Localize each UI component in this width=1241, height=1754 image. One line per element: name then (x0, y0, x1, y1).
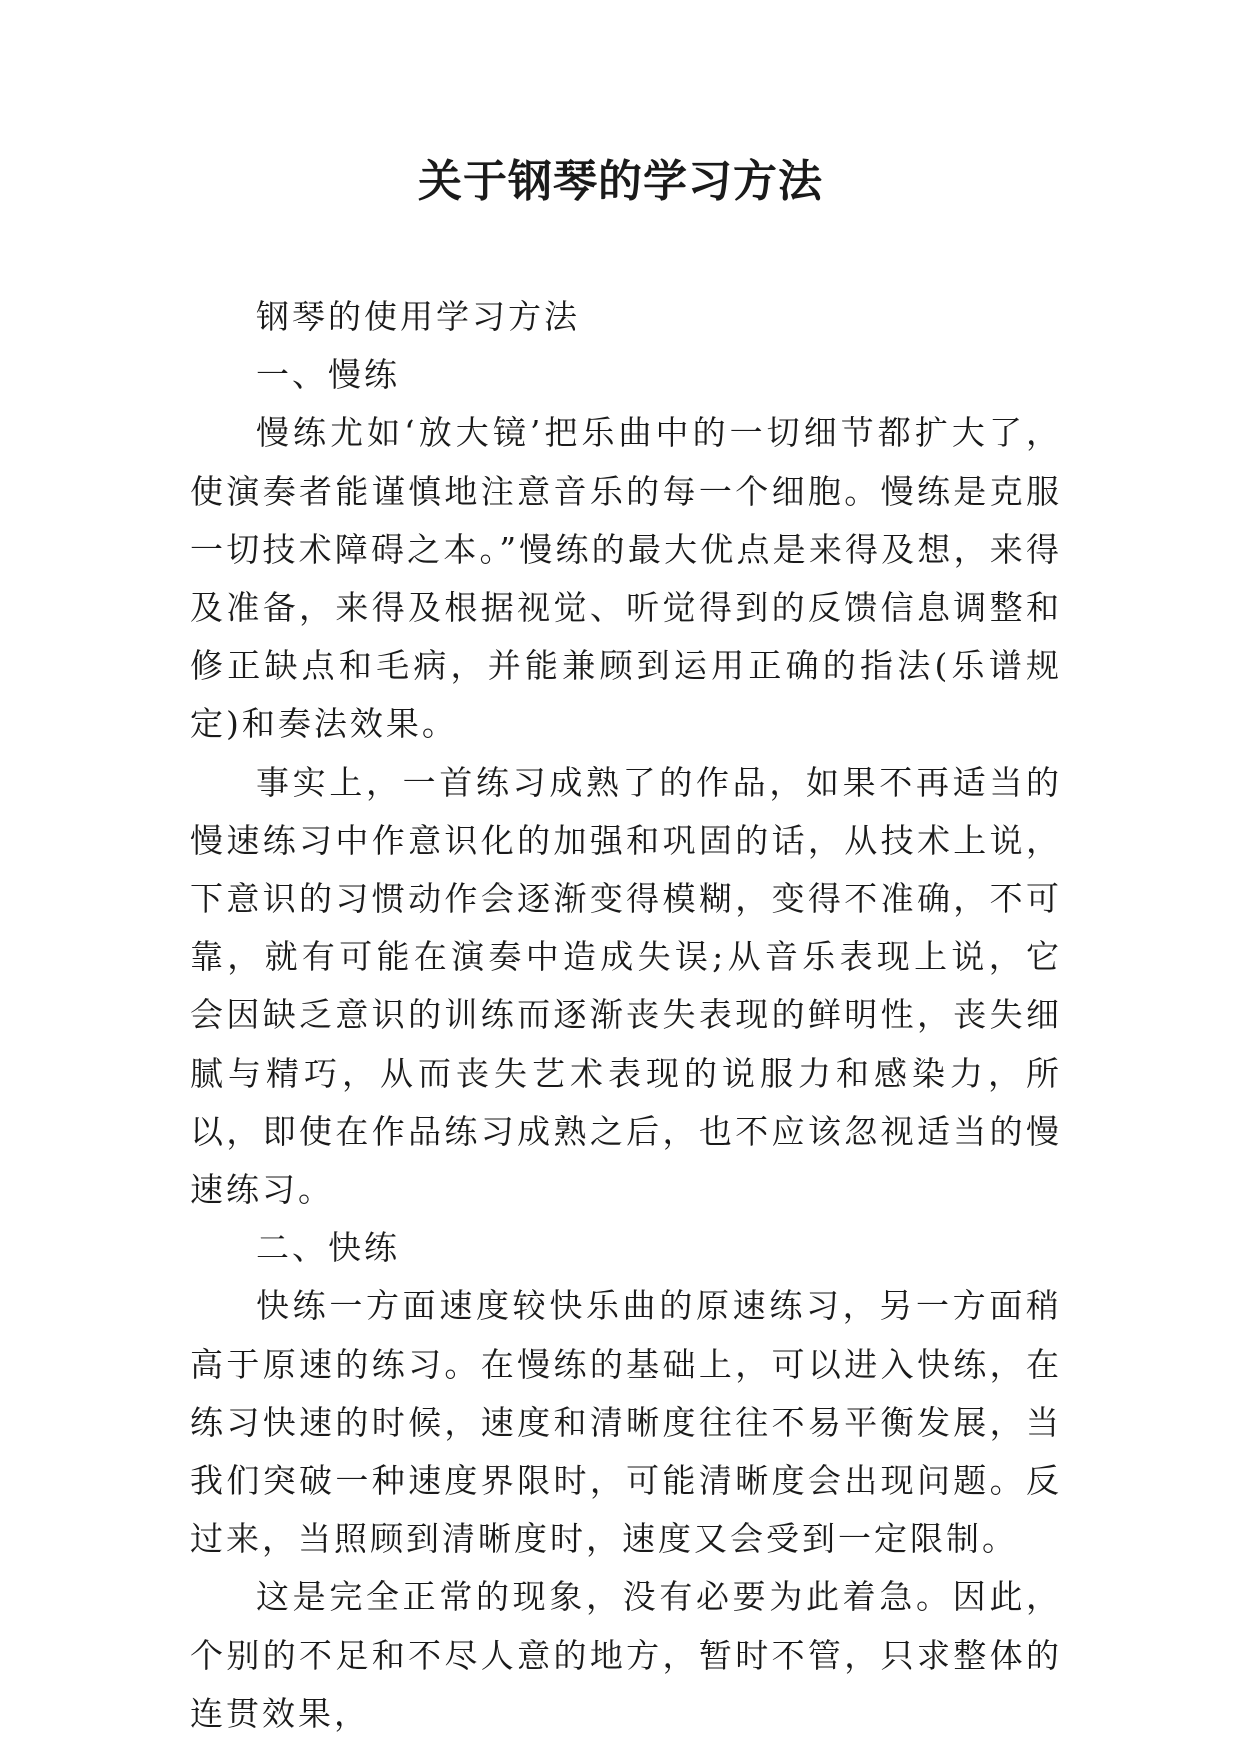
body-paragraph: 事实上，一首练习成熟了的作品，如果不再适当的慢速练习中作意识化的加强和巩固的话，从技术上说，下意识的习惯动作会逐渐变得模糊，变得不准确，不可靠，就有可能在演奏中造成失误;从音乐表现上说，它会因缺乏意识的训练而逐渐丧失表现的鲜明性，丧失细腻与精巧，从而丧失艺术表现的说服力和感染力，所以，即使在作品练习成熟之后，也不应该忽视适当的慢速练习。 (190, 762, 1062, 1210)
section-heading-slow-practice: 一、慢练 (256, 355, 400, 395)
body-paragraph: 快练一方面速度较快乐曲的原速练习，另一方面稍高于原速的练习。在慢练的基础上，可以进入快练，在练习快速的时候，速度和清晰度往往不易平衡发展，当我们突破一种速度界限时，可能清晰度会出现问题。反过来，当照顾到清晰度时，速度又会受到一定限制。 (190, 1286, 1062, 1559)
document-title: 关于钢琴的学习方法 (418, 156, 823, 207)
section-intro-heading: 钢琴的使用学习方法 (256, 297, 580, 336)
section-heading-fast-practice: 二、快练 (256, 1228, 400, 1268)
document-body (190, 288, 1062, 1743)
body-paragraph: 慢练尤如‘放大镜’把乐曲中的一切细节都扩大了，使演奏者能谨慎地注意音乐的每一个细胞。慢练是克服一切技术障碍之本。”慢练的最大优点是来得及想，来得及准备，来得及根据视觉、听觉得到的反馈信息调整和修正缺点和毛病，并能兼顾到运用正确的指法(乐谱规定)和奏法效果。 (190, 413, 1062, 744)
body-paragraph: 这是完全正常的现象，没有必要为此着急。因此，个别的不足和不尽人意的地方，暂时不管，只求整体的连贯效果， (190, 1577, 1062, 1733)
